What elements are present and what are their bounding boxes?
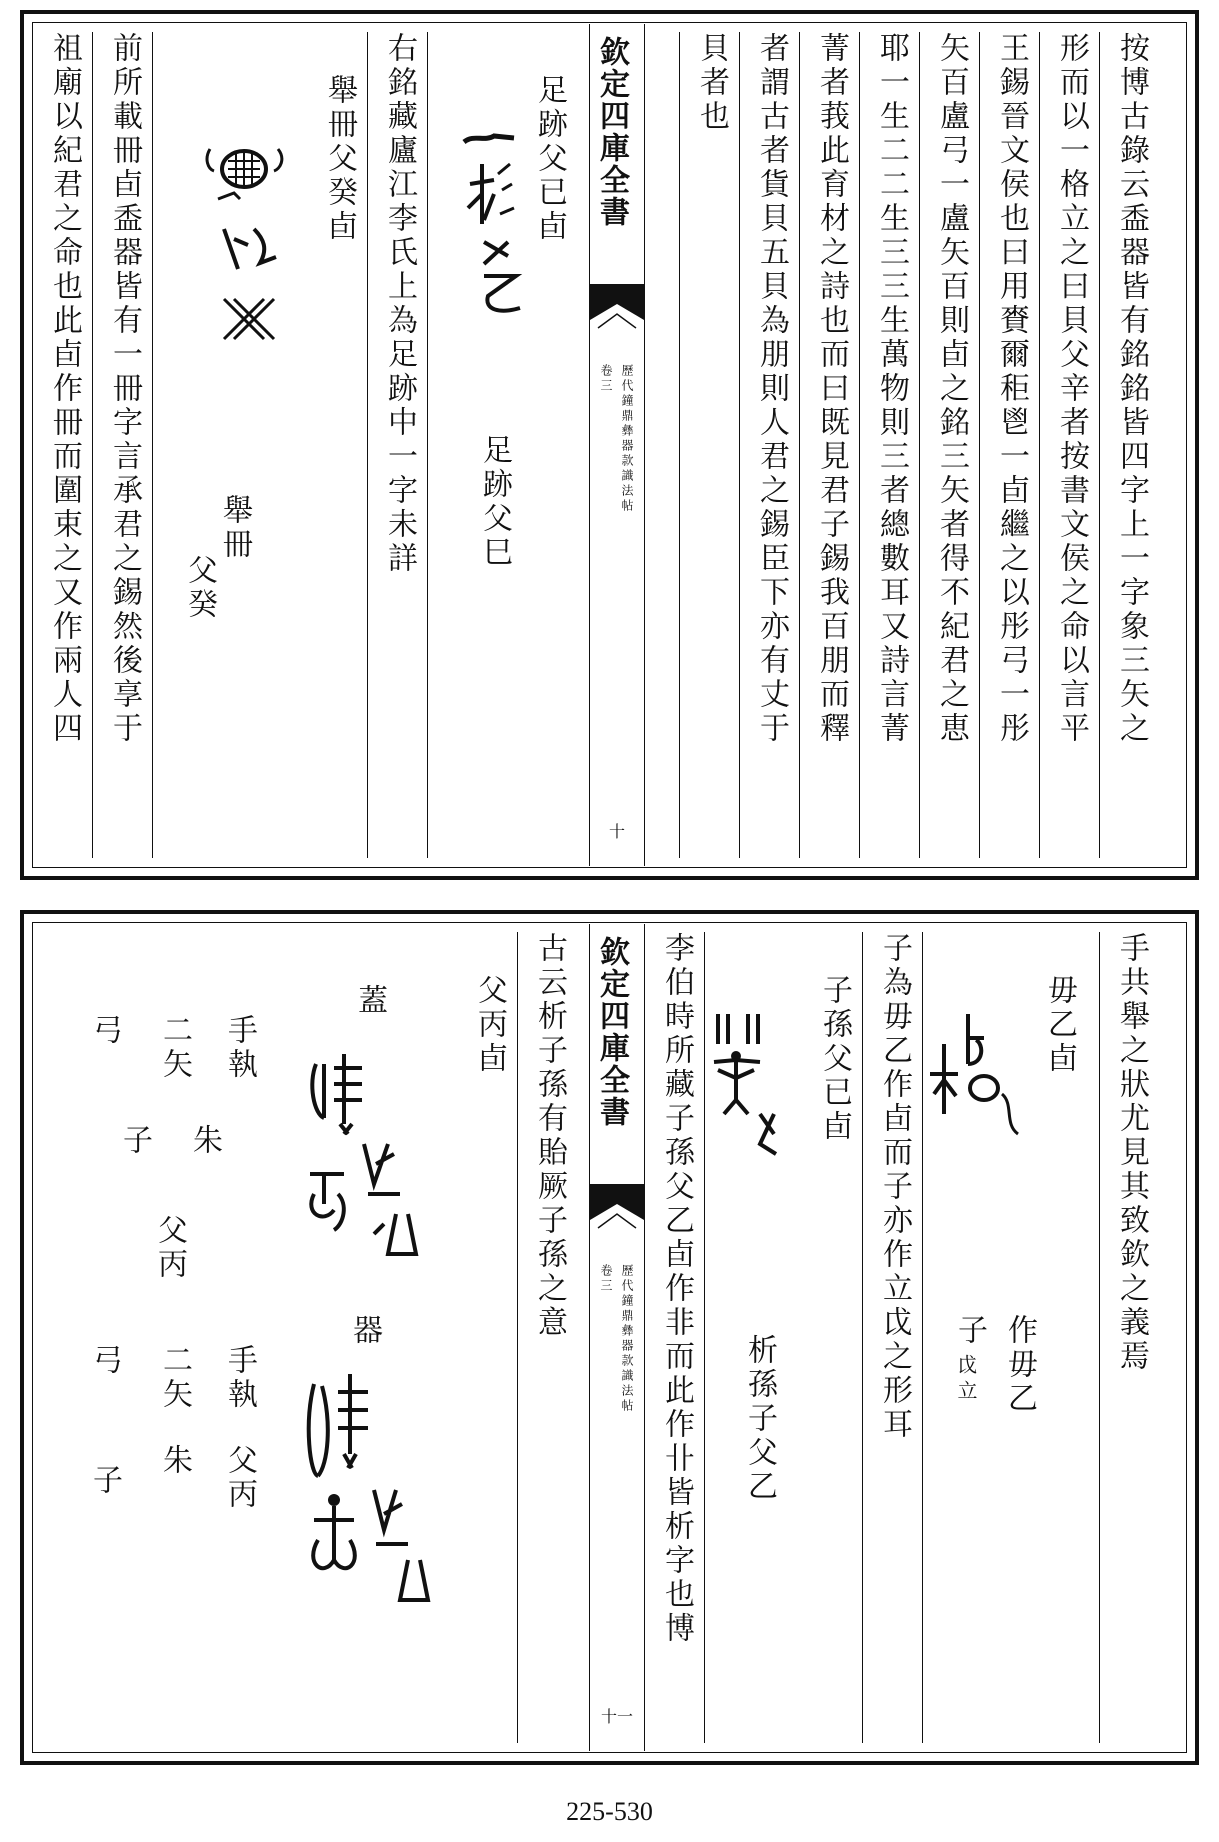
text-column: 手共舉之狀尤見其致欽之義焉	[1114, 932, 1149, 1374]
column-rule	[1039, 32, 1040, 858]
transcription: 舉冊	[217, 494, 252, 562]
transcription: 手執	[222, 1344, 257, 1412]
transcription: 父丙	[222, 1444, 257, 1512]
fishtail-mark-icon	[590, 1184, 644, 1254]
column-rule	[1099, 932, 1100, 1743]
item-note: 李伯時所藏子孫父乙卣作非而此作卝皆析字也博	[659, 932, 694, 1646]
book-title: 歷代鐘鼎彝器款識法帖	[620, 1264, 634, 1414]
inscription-glyph	[204, 129, 314, 353]
column-rule	[517, 932, 518, 1743]
item-note: 古云析子孫有貽厥子孫之意	[532, 932, 567, 1340]
text-column: 者謂古者貨貝五貝為朋則人君之錫臣下亦有丈于	[754, 32, 789, 746]
column-rule	[862, 932, 863, 1743]
item-note: 右銘藏廬江李氏上為足跡中一字未詳	[382, 32, 417, 576]
inscription-glyph	[704, 1004, 804, 1188]
page-top	[20, 10, 1199, 880]
lid-label: 蓋	[352, 984, 387, 1018]
page-bottom	[20, 910, 1199, 1765]
inscription-glyph	[454, 124, 534, 328]
inscription-glyph	[304, 1034, 434, 1268]
transcription: 父丙	[152, 1214, 187, 1282]
column-rule	[859, 32, 860, 858]
transcription: 二矢	[157, 1014, 192, 1082]
column-rule	[1099, 32, 1100, 858]
page-footer-number: 225-530	[566, 1797, 653, 1826]
item-note: 前所載冊卣盉器皆有一冊字言承君之錫然後享于	[107, 32, 142, 746]
inscription-glyph	[924, 1004, 1034, 1158]
volume-label: 卷三	[599, 364, 613, 394]
text-column: 耶一生二二生三三生萬物則三者總數耳又詩言菁	[874, 32, 909, 746]
text-column: 菁者莪此育材之詩也而曰既見君子錫我百朋而釋	[814, 32, 849, 746]
transcription: 子	[117, 1124, 152, 1158]
inscription-glyph	[304, 1364, 434, 1608]
column-rule	[799, 32, 800, 858]
column-rule	[922, 932, 923, 1743]
column-rule	[92, 32, 93, 858]
leaf-number: 十	[608, 822, 625, 841]
column-rule	[704, 932, 705, 1743]
column-rule	[979, 32, 980, 858]
transcription: 戉立	[954, 1354, 978, 1406]
text-column: 按博古錄云盉器皆有銘銘皆四字上一字象三矢之	[1114, 32, 1149, 746]
text-column: 形而以一格立之曰貝父辛者按書文侯之命以言平	[1054, 32, 1089, 746]
book-title: 歷代鐘鼎彝器款識法帖	[620, 364, 634, 514]
transcription: 弓	[87, 1344, 122, 1378]
fold-margin	[589, 24, 645, 866]
item-note: 子為毋乙作卣而子亦作立戉之形耳	[877, 932, 912, 1442]
item-note: 祖廟以紀君之命也此卣作冊而圍束之又作兩人四	[47, 32, 82, 746]
item-title: 舉冊父癸卣	[322, 74, 357, 244]
column-rule	[739, 32, 740, 858]
volume-label: 卷三	[599, 1264, 613, 1294]
transcription: 二矢	[157, 1344, 192, 1412]
vessel-label: 器	[347, 1314, 382, 1348]
transcription: 朱	[187, 1124, 222, 1158]
library-title: 欽定四庫全書	[594, 36, 629, 228]
item-title: 足跡父已卣	[532, 74, 567, 244]
fishtail-mark-icon	[590, 284, 644, 354]
transcription: 父癸	[182, 554, 217, 622]
column-rule	[919, 32, 920, 858]
text-column: 矢百盧弓一盧矢百則卣之銘三矢者得不紀君之恵	[934, 32, 969, 746]
transcription: 朱	[157, 1444, 192, 1478]
transcription: 弓	[87, 1014, 122, 1048]
item-title: 父丙卣	[472, 974, 507, 1076]
column-rule	[367, 32, 368, 858]
transcription: 子	[87, 1464, 122, 1498]
transcription: 析孫子父乙	[742, 1334, 777, 1504]
transcription: 手執	[222, 1014, 257, 1082]
text-column: 王錫晉文侯也曰用賚爾秬鬯一卣繼之以彤弓一彤	[994, 32, 1029, 746]
column-rule	[427, 32, 428, 858]
transcription: 作毋乙	[1002, 1314, 1037, 1416]
item-title: 毋乙卣	[1042, 974, 1077, 1076]
column-rule	[152, 32, 153, 858]
library-title: 欽定四庫全書	[594, 936, 629, 1128]
leaf-number: 十一	[600, 1707, 633, 1726]
transcription: 子	[952, 1314, 987, 1348]
text-column: 貝者也	[694, 32, 729, 134]
fold-margin	[589, 924, 645, 1751]
transcription: 足跡父巳	[477, 434, 512, 570]
item-title: 子孫父已卣	[817, 974, 852, 1144]
column-rule	[679, 32, 680, 858]
